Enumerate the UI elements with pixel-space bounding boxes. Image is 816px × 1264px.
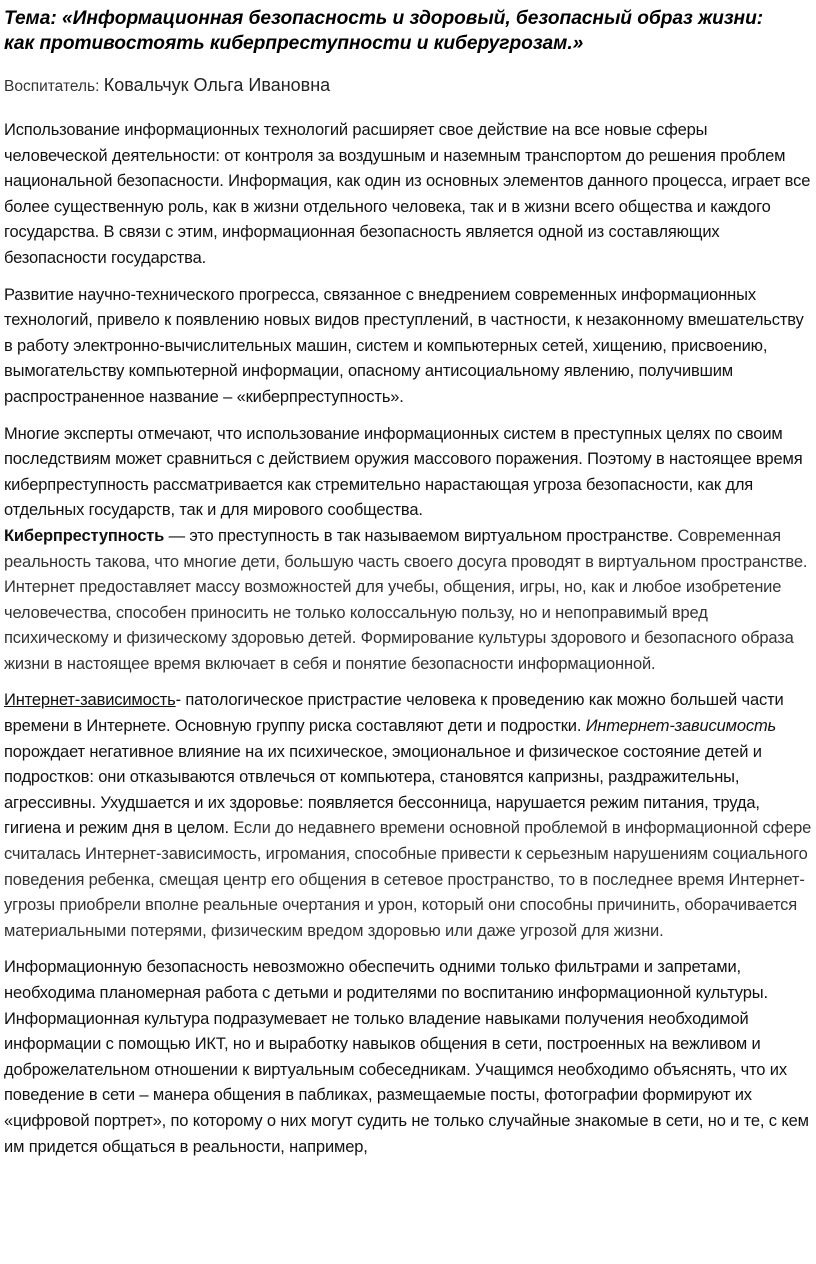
internet-addiction-effects: порождает негативное влияние на их психическое, эмоциональное и физическое состояние детей и подростков: они отказываются отвлечься от компьютера, становятся капризны, раздражительны, агрессивны. Ухудшается и их здоровье: появляется бессонница, нарушается режим питания, труда, гигиена и режим дня в целом. (4, 742, 762, 838)
title-line-2: как противостоять киберпреступности и киберугрозам.» (4, 33, 584, 54)
author-name: Ковальчук Ольга Ивановна (103, 75, 331, 95)
author-role: Воспитатель: (4, 78, 104, 95)
paragraph-4 (4, 524, 812, 678)
author-line (4, 74, 812, 98)
internet-threats-text: Если до недавнего времени основной проблемой в информационной сфере считалась Интернет-зависимость, игромания, способные привести к серьезным нарушениям социального поведения ребенка, смещая центр его общения в сетевое пространство, то в последнее время Интернет-угрозы приобрели вполне реальные очертания и урон, который они способны причинить, оборачивается материальными потерями, физическим вредом здоровью или даже угрозой для жизни. (4, 819, 812, 940)
cybercrime-definition: — это преступность в так называемом виртуальном пространстве. (164, 526, 678, 545)
paragraph-3: Многие эксперты отмечают, что использование информационных систем в преступных целях по своим последствиям может сравниться с действием оружия массового поражения. Поэтому в настоящее время киберпреступность рассматривается как стремительно нарастающая угроза безопасности, как для отдельных государств, так и для мирового сообщества. (4, 424, 803, 520)
paragraph-6: Информационную безопасность невозможно обеспечить одними только фильтрами и запретами, необходима планомерная работа с детьми и родителями по воспитанию информационной культуры. Информационная культура подразумевает не только владение навыками получения необходимой информации с помощью ИКТ, но и выработку навыков общения в сети, построенных на вежливом и доброжелательном отношении к виртуальным собеседникам. Учащимся необходимо объяснять, что их поведение в сети – манера общения в пабликах, размещаемые посты, фотографии формируют их «цифровой портрет», по которому о них могут судить не только случайные знакомые в сети, но и те, с кем им придется общаться в реальности, например, (4, 958, 809, 1156)
paragraph-4-continuation: Современная реальность такова, что многие дети, большую часть своего досуга проводят в виртуальном пространстве. Интернет предоставляет массу возможностей для учебы, общения, игры, но, как и любое изобретение человечества, способен приносить не только колоссальную пользу, но и непоправимый вред психическому и физическому здоровью детей. Формирование культуры здорового и безопасного образа жизни в настоящее время включает в себя и понятие безопасности информационной. (4, 526, 808, 673)
internet-addiction-definition: - патологическое пристрастие человека к проведению как можно большей части времени в Интернете. Основную группу риска составляют дети и подростки. (4, 691, 784, 736)
paragraph-1: Использование информационных технологий расширяет свое действие на все новые сферы человеческой деятельности: от контроля за воздушным и наземным транспортом до решения проблем национальной безопасности. Информация, как один из основных элементов данного процесса, играет все более существенную роль, как в жизни отдельного человека, так и в жизни всего общества и каждого государства. В связи с этим, информационная безопасность является одной из составляющих безопасности государства. (4, 121, 811, 267)
paragraph-2: Развитие научно-технического прогресса, связанное с внедрением современных информационных технологий, привело к появлению новых видов преступлений, в частности, к незаконному вмешательству в работу электронно-вычислительных машин, систем и компьютерных сетей, хищению, присвоению, вымогательству компьютерной информации, опасному антисоциальному явлению, получившим распространенное название – «киберпреступность». (4, 285, 804, 406)
paragraph-5 (4, 688, 812, 944)
title-line-1: Тема: «Информационная безопасность и здоровый, безопасный образ жизни: (4, 8, 764, 29)
internet-addiction-term-italic: Интернет-зависимость (585, 717, 777, 736)
cybercrime-term: Киберпреступность (4, 526, 165, 545)
internet-addiction-term: Интернет-зависимость (4, 691, 176, 710)
document-title (4, 6, 812, 56)
